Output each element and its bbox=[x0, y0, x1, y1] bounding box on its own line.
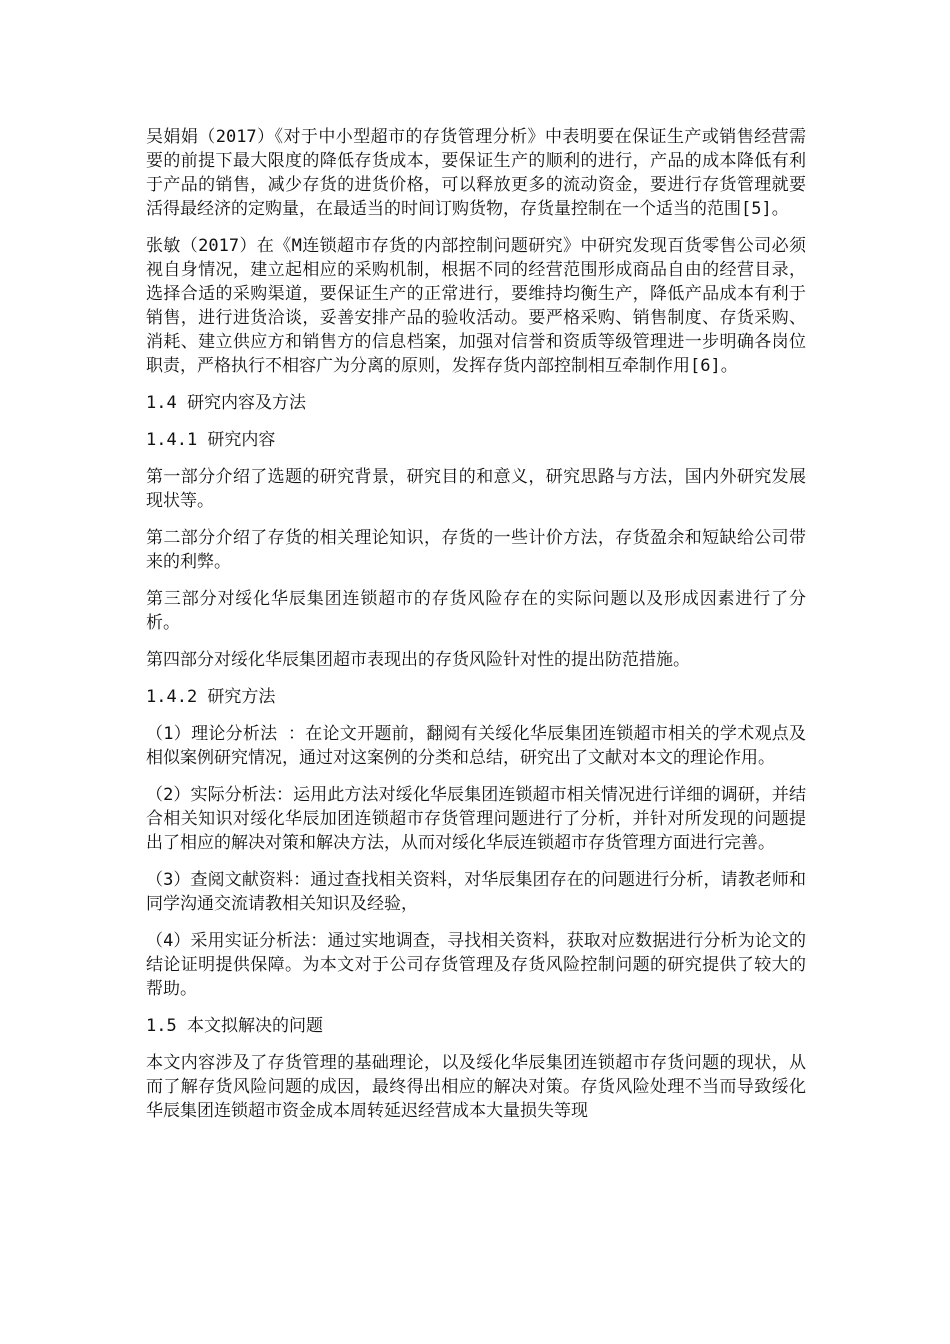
section-heading-1-4: 1.4 研究内容及方法 bbox=[146, 393, 306, 413]
paragraph-zhang-min-2017: 张敏（2017）在《M连锁超市存货的内部控制问题研究》中研究发现百货零售公司必须视自身情况，建立起相应的采购机制，根据不同的经营范围形成商品自由的经营目录，选择合适的采购渠道，要保证生产的正常进行，要维持均衡生产，降低产品成本有利于销售，进行进货洽谈，妥善安排产品的验收活动。要严格采购、销售制度、存货采购、消耗、建立供应方和销售方的信息档案，加强对信誉和资质等级管理进一步明确各岗位职责，严格执行不相容广为分离的原则，发挥存货内部控制相互牵制作用[6]。 bbox=[146, 236, 806, 376]
paragraph-method-4: （4）采用实证分析法：通过实地调查，寻找相关资料，获取对应数据进行分析为论文的结论证明提供保障。为本文对于公司存货管理及存货风险控制问题的研究提供了较大的帮助。 bbox=[146, 931, 806, 999]
paragraph-method-3: （3）查阅文献资料：通过查找相关资料，对华辰集团存在的问题进行分析，请教老师和同学沟通交流请教相关知识及经验， bbox=[146, 870, 806, 914]
document-body bbox=[146, 125, 806, 1136]
paragraph-part-one: 第一部分介绍了选题的研究背景，研究目的和意义，研究思路与方法，国内外研究发展现状等。 bbox=[146, 467, 806, 511]
paragraph-part-two: 第二部分介绍了存货的相关理论知识，存货的一些计价方法，存货盈余和短缺给公司带来的利弊。 bbox=[146, 528, 806, 572]
paragraph-part-three: 第三部分对绥化华辰集团连锁超市的存货风险存在的实际问题以及形成因素进行了分析。 bbox=[146, 589, 806, 633]
section-heading-1-5: 1.5 本文拟解决的问题 bbox=[146, 1016, 323, 1036]
section-heading-1-4-1: 1.4.1 研究内容 bbox=[146, 430, 276, 450]
paragraph-part-four: 第四部分对绥化华辰集团超市表现出的存货风险针对性的提出防范措施。 bbox=[146, 650, 690, 670]
paragraph-method-1: （1）理论分析法 ：在论文开题前，翻阅有关绥化华辰集团连锁超市相关的学术观点及相似案例研究情况，通过对这案例的分类和总结，研究出了文献对本文的理论作用。 bbox=[146, 724, 806, 768]
section-heading-1-4-2: 1.4.2 研究方法 bbox=[146, 687, 276, 707]
paragraph-problems-to-solve: 本文内容涉及了存货管理的基础理论，以及绥化华辰集团连锁超市存货问题的现状，从而了解存货风险问题的成因，最终得出相应的解决对策。存货风险处理不当而导致绥化华辰集团连锁超市资金成本周转延迟经营成本大量损失等现 bbox=[146, 1053, 806, 1121]
paragraph-method-2: （2）实际分析法：运用此方法对绥化华辰集团连锁超市相关情况进行详细的调研，并结合相关知识对绥化华辰加团连锁超市存货管理问题进行了分析，并针对所发现的问题提出了相应的解决对策和解决方法，从而对绥化华辰连锁超市存货管理方面进行完善。 bbox=[146, 785, 806, 853]
paragraph-wu-juanjuan-2017: 吴娟娟（2017）《对于中小型超市的存货管理分析》中表明要在保证生产或销售经营需要的前提下最大限度的降低存货成本，要保证生产的顺利的进行，产品的成本降低有利于产品的销售，减少存货的进货价格，可以释放更多的流动资金，要进行存货管理就要活得最经济的定购量，在最适当的时间订购货物，存货量控制在一个适当的范围[5]。 bbox=[146, 127, 806, 219]
